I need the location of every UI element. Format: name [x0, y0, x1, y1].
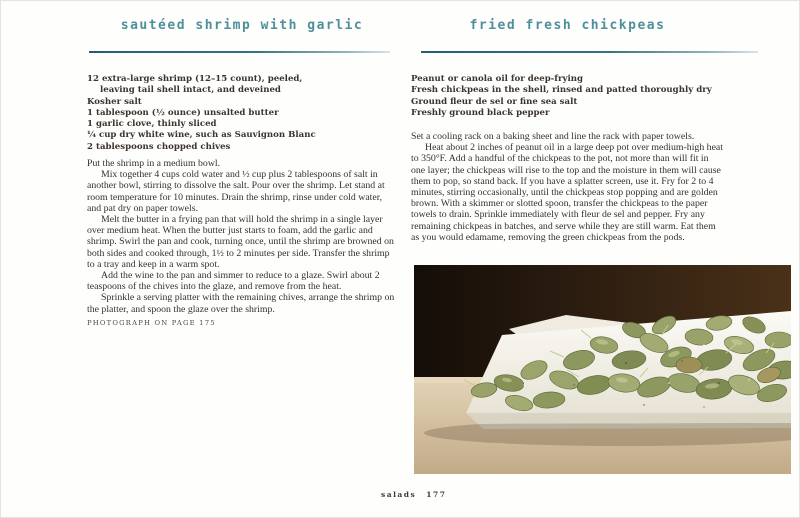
method-paragraph: Put the shrimp in a medium bowl.	[87, 158, 221, 169]
ingredient-line: ¼ cup dry white wine, such as Sauvignon Blanc	[87, 130, 316, 141]
recipe-title-chickpeas: fried fresh chickpeas	[469, 18, 666, 33]
ingredient-line: 12 extra-large shrimp (12–15 count), peeled,	[87, 74, 303, 84]
method-text-chickpeas	[411, 131, 724, 243]
ingredient-list-chickpeas	[411, 74, 724, 119]
page-footer	[381, 490, 446, 499]
ingredient-line: 1 garlic clove, thinly sliced	[87, 119, 217, 130]
footer-section-label: salads	[381, 490, 417, 499]
title-rule-left	[89, 51, 390, 53]
title-rule-right	[421, 51, 758, 53]
method-paragraph: Heat about 2 inches of peanut oil in a large deep pot over medium-high heat to 350°F. Add a handful of the chickpeas to the pot, not more than will fit in one layer; the chickpeas will rise to the top and the moisture in them will cause them to pop, so stand back. If you have a splatter screen, use it. Fry for 2 to 4 minutes, stirring occasionally, until the chickpeas stop popping and are golden brown. With a skimmer or slotted spoon, transfer the chickpeas to the paper towels to drain. Sprinkle immediately with fleur de sel and pepper. Fry any remaining chickpeas in batches, and serve while they are still warm. Eat them as you would edamame, removing the green chickpeas from the pods.	[411, 142, 723, 243]
method-paragraph: Set a cooling rack on a baking sheet and line the rack with paper towels.	[411, 131, 695, 142]
ingredient-line: 2 tablespoons chopped chives	[87, 141, 231, 152]
ingredient-list-shrimp	[87, 74, 397, 153]
ingredient-line: Peanut or canola oil for deep-frying	[411, 74, 584, 84]
method-paragraph: Add the wine to the pan and simmer to reduce to a glaze. Swirl about 2 teaspoons of the chives into the glaze, and remove from the heat.	[87, 270, 380, 293]
ingredient-line: Fresh chickpeas in the shell, rinsed and patted thoroughly dry	[411, 85, 712, 96]
method-paragraph: Mix together 4 cups cold water and ½ cup plus 2 tablespoons of salt in another bowl, stirring to dissolve the salt. Pour over the shrimp. Let stand at room temperature for 10 minutes. Drain the shrimp, rinse under cold water, and pat dry on paper towels.	[87, 169, 385, 214]
ingredient-line: 1 tablespoon (½ ounce) unsalted butter	[87, 107, 279, 118]
ingredient-line: Freshly ground black pepper	[411, 107, 550, 118]
photograph-reference-note: PHOTOGRAPH ON PAGE 175	[87, 318, 216, 327]
left-page	[87, 1, 397, 518]
footer-page-number: 177	[426, 490, 447, 499]
method-paragraph: Melt the butter in a frying pan that will hold the shrimp in a single layer over medium heat. When the butter just starts to foam, add the garlic and shrimp. Swirl the pan and cook, turning once, until the shrimp are browned on both sides and cooked through, 1½ to 2 minutes per side. Transfer the shrimp to a tray and keep in a warm spot.	[87, 214, 394, 270]
chickpeas-photo-illustration	[414, 265, 791, 474]
method-text-shrimp	[87, 158, 397, 329]
recipe-title-shrimp: sautéed shrimp with garlic	[120, 18, 364, 33]
ingredient-line: leaving tail shell intact, and deveined	[100, 85, 281, 96]
ingredient-line: Ground fleur de sel or fine sea salt	[411, 96, 578, 107]
method-paragraph: Sprinkle a serving platter with the remaining chives, arrange the shrimp on the platter, and spoon the glaze over the shrimp.	[87, 292, 395, 315]
chickpeas-photo	[414, 265, 791, 474]
ingredient-line: Kosher salt	[87, 96, 142, 107]
